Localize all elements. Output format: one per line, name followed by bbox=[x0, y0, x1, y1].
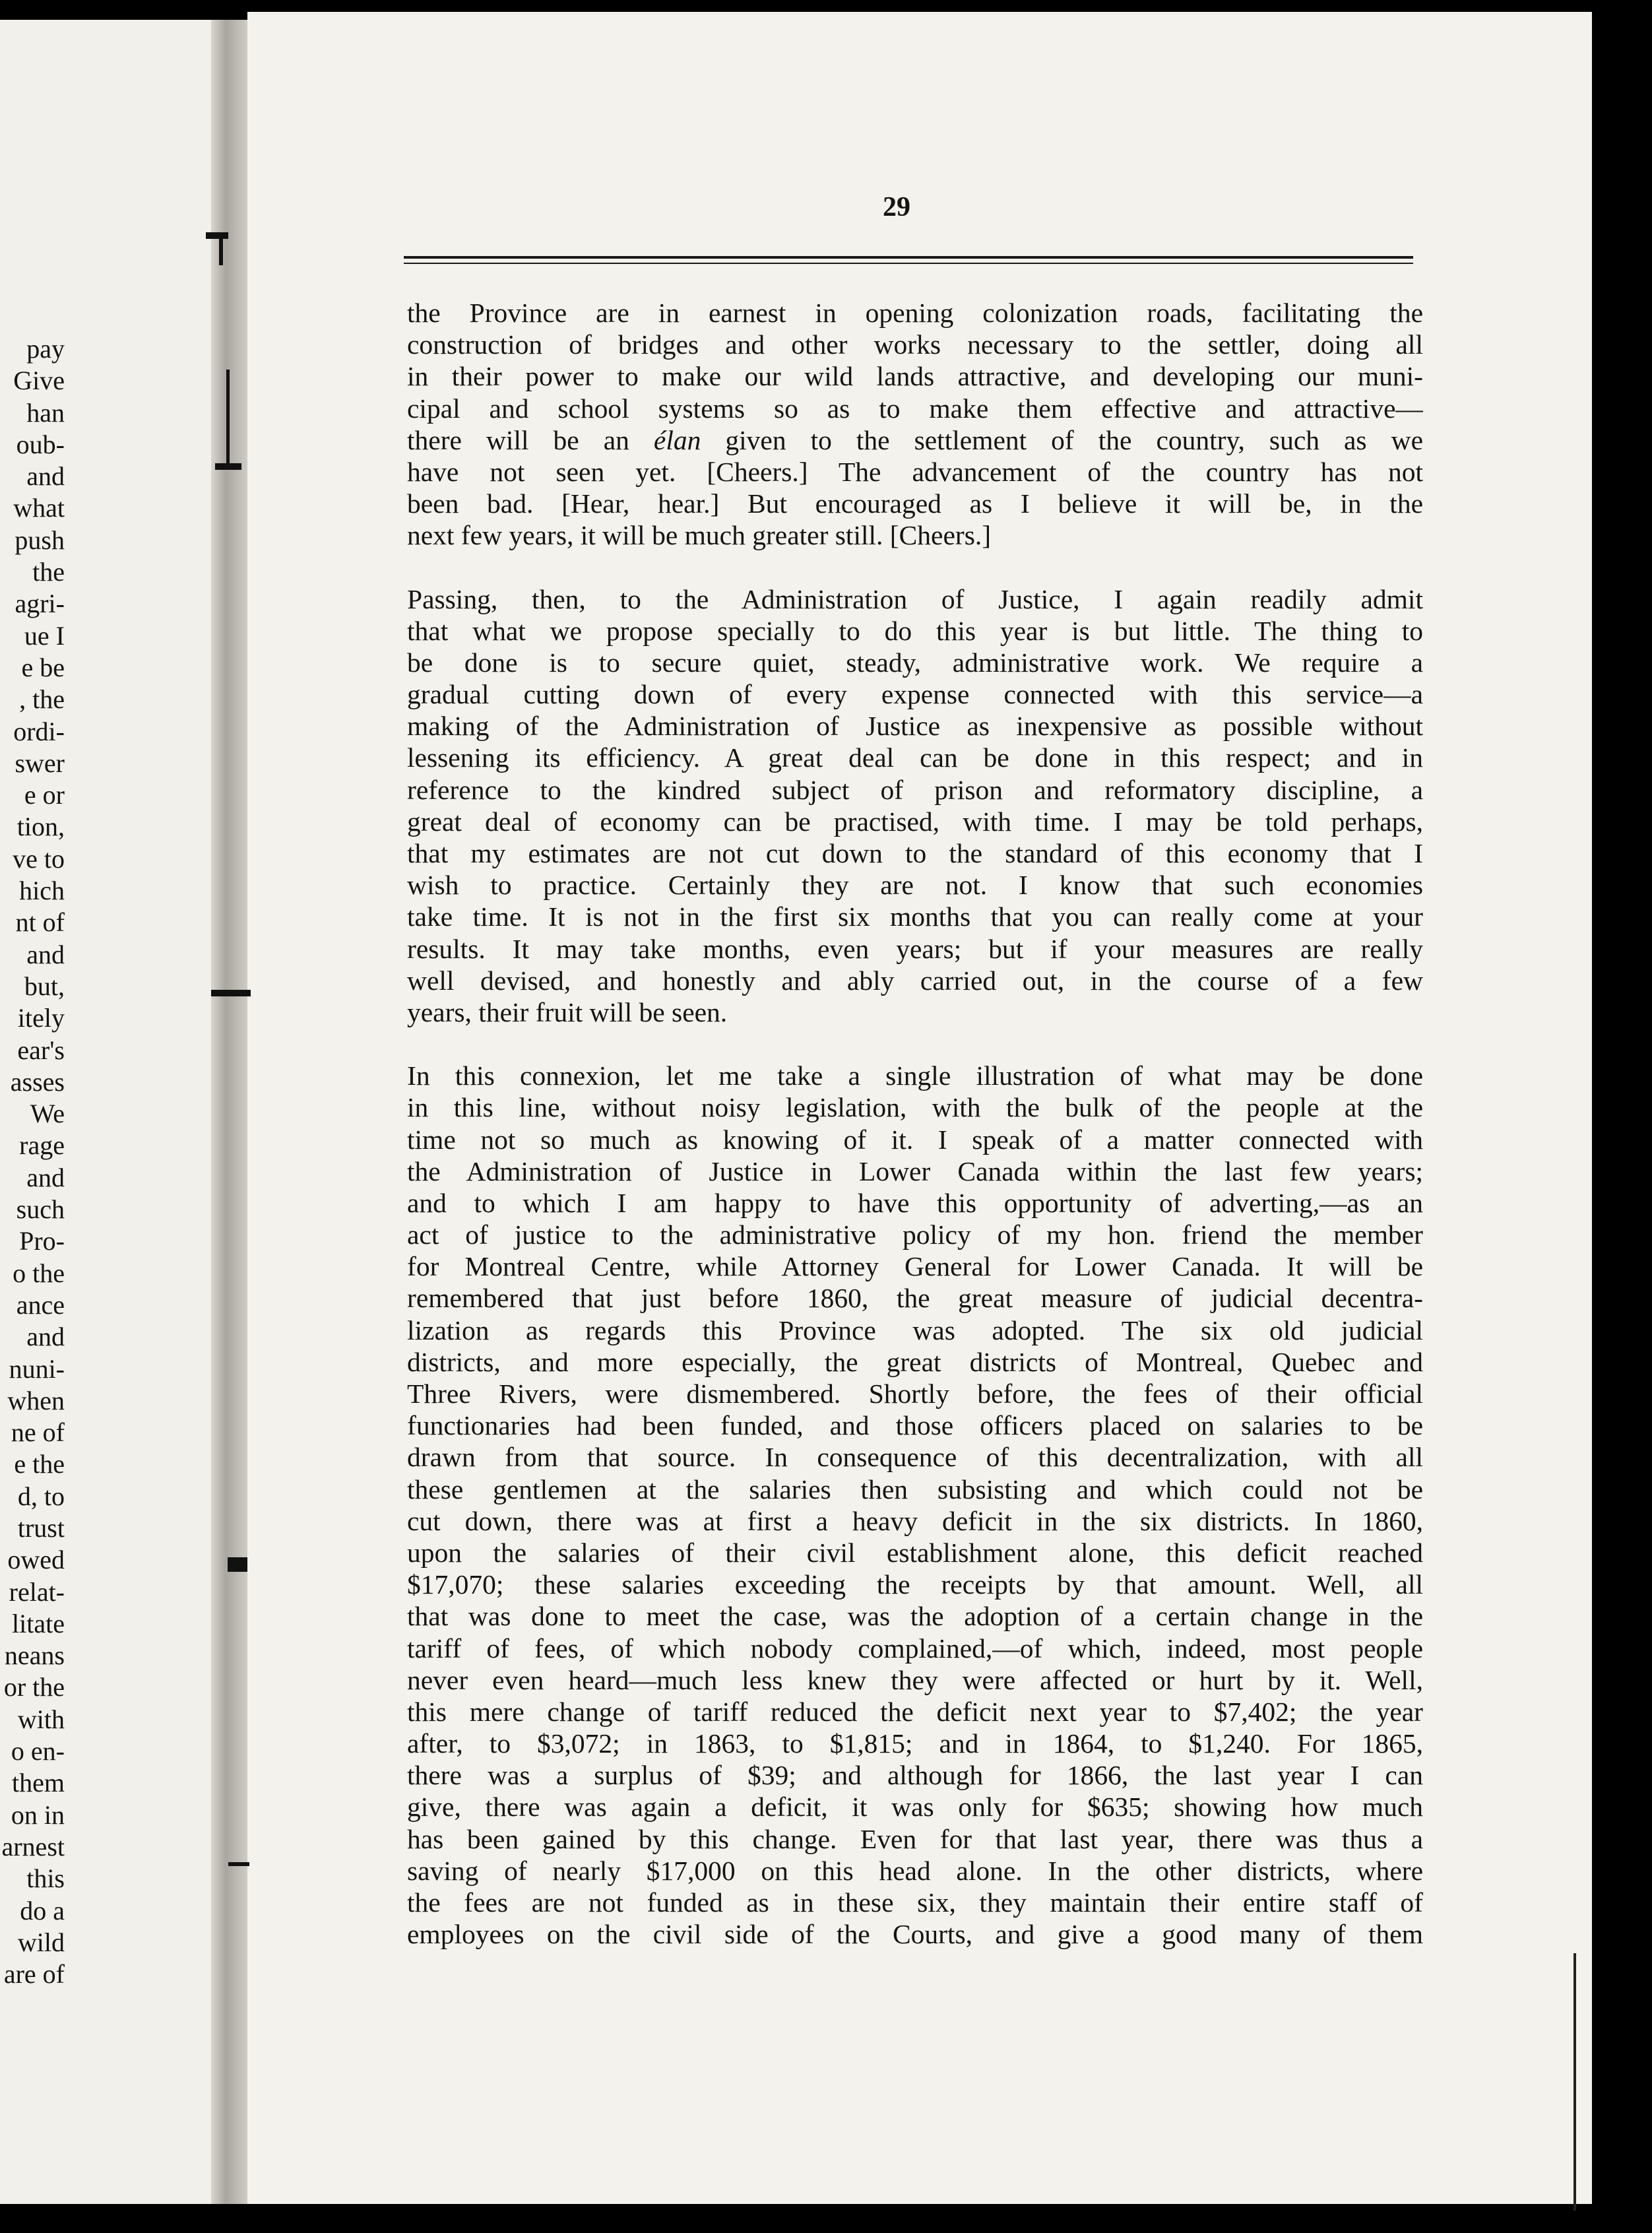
facing-page-fragment: on in bbox=[11, 1799, 65, 1830]
facing-page-fragment: and bbox=[26, 1162, 65, 1192]
facing-page-fragment: neans bbox=[4, 1640, 65, 1671]
facing-page-fragment: nuni- bbox=[9, 1353, 65, 1384]
facing-page-fragment: , the bbox=[19, 684, 65, 715]
text-line: cipal and school systems so as to make them effective and attractive— bbox=[407, 393, 1423, 424]
text-line: these gentlemen at the salaries then subsisting and which could not be bbox=[407, 1473, 1423, 1505]
text-line: in their power to make our wild lands attractive, and developing our muni- bbox=[407, 361, 1423, 392]
text-line: results. It may take months, even years; but if your measures are really bbox=[407, 933, 1423, 964]
facing-page-fragment: trust bbox=[17, 1512, 65, 1543]
facing-page-fragment: agri- bbox=[15, 589, 65, 619]
text-line: making of the Administration of Justice as inexpensive as possible without bbox=[407, 711, 1423, 742]
facing-page-fragment: the bbox=[32, 557, 65, 587]
facing-page-fragment: asses bbox=[10, 1066, 65, 1097]
text-line: has been gained by this change. Even for that last year, there was thus a bbox=[407, 1823, 1423, 1854]
facing-page-fragment: pay bbox=[26, 334, 65, 364]
text-line: gradual cutting down of every expense connected with this service—a bbox=[407, 679, 1423, 710]
facing-page-fragment: such bbox=[16, 1194, 65, 1225]
facing-page-fragment: Pro- bbox=[19, 1226, 65, 1256]
facing-page-fragment: litate bbox=[12, 1608, 65, 1638]
text-line: for Montreal Centre, while Attorney General for Lower Canada. It will be bbox=[407, 1251, 1423, 1282]
facing-page bbox=[0, 20, 211, 2204]
facing-page-fragment: owed bbox=[7, 1545, 65, 1575]
text-line: the Province are in earnest in opening colonization roads, facilitating the bbox=[407, 298, 1423, 328]
text-line: functionaries had been funded, and those officers placed on salaries to be bbox=[407, 1410, 1423, 1441]
text-line: next few years, it will be much greater still. [Cheers.] bbox=[407, 520, 992, 551]
facing-page-fragment: e be bbox=[21, 652, 65, 682]
margin-mark bbox=[215, 463, 241, 470]
facing-page-fragment: with bbox=[17, 1704, 65, 1734]
facing-page-fragment: and bbox=[26, 1322, 65, 1352]
facing-page-fragment: Give bbox=[13, 366, 65, 396]
margin-mark bbox=[228, 1862, 249, 1866]
facing-page-fragment: but, bbox=[24, 971, 65, 1001]
facing-page-fragment: ve to bbox=[13, 843, 65, 874]
facing-page-fragment: itely bbox=[17, 1003, 65, 1033]
text-line: be done is to secure quiet, steady, administrative work. We require a bbox=[407, 647, 1423, 678]
text-line: great deal of economy can be practised, with time. I may be told perhaps, bbox=[407, 806, 1423, 837]
text-line: well devised, and honestly and ably carried out, in the course of a few bbox=[407, 965, 1423, 996]
text-line: this mere change of tariff reduced the deficit next year to $7,402; the year bbox=[407, 1696, 1423, 1727]
facing-page-fragment: ear's bbox=[17, 1035, 65, 1065]
text-line: time not so much as knowing of it. I speak of a matter connected with bbox=[407, 1124, 1423, 1155]
body-text bbox=[407, 297, 1423, 1950]
text-line: employees on the civil side of the Courts, and give a good many of them bbox=[407, 1919, 1423, 1950]
facing-page-fragment: relat- bbox=[9, 1576, 65, 1607]
facing-page-fragment: oub- bbox=[16, 429, 65, 459]
text-line: give, there was again a deficit, it was only for $635; showing how much bbox=[407, 1792, 1423, 1823]
facing-page-fragment: tion, bbox=[16, 812, 65, 842]
facing-page-fragment: when bbox=[7, 1385, 65, 1415]
facing-page-fragment: hich bbox=[19, 876, 65, 906]
text-line: remembered that just before 1860, the great measure of judicial decentra- bbox=[407, 1283, 1423, 1314]
facing-page-fragment: han bbox=[26, 397, 65, 428]
facing-page-fragment: o en- bbox=[11, 1736, 65, 1766]
facing-page-fragment: ne of bbox=[11, 1417, 65, 1448]
text-line: the Administration of Justice in Lower Canada within the last few years; bbox=[407, 1155, 1423, 1186]
text-line: that my estimates are not cut down to the standard of this economy that I bbox=[407, 838, 1423, 868]
text-line: and to which I am happy to have this opportunity of adverting,—as an bbox=[407, 1187, 1423, 1218]
facing-page-fragment: wild bbox=[17, 1927, 65, 1957]
text-line: the fees are not funded as in these six, they maintain their entire staff of bbox=[407, 1887, 1423, 1918]
margin-mark bbox=[211, 990, 251, 996]
text-line: after, to $3,072; in 1863, to $1,815; and in 1864, to $1,240. For 1865, bbox=[407, 1728, 1423, 1759]
text-line: drawn from that source. In consequence of this decentralization, with all bbox=[407, 1442, 1423, 1473]
paragraph-gap bbox=[407, 1028, 1423, 1060]
text-line: In this connexion, let me take a single illustration of what may be done bbox=[407, 1060, 1423, 1091]
text-line: in this line, without noisy legislation, with the bulk of the people at the bbox=[407, 1092, 1423, 1123]
text-line: lization as regards this Province was adopted. The six old judicial bbox=[407, 1314, 1423, 1345]
facing-page-fragment: swer bbox=[15, 748, 65, 778]
header-rule-thin bbox=[404, 263, 1413, 264]
text-line: upon the salaries of their civil establishment alone, this deficit reached bbox=[407, 1537, 1423, 1568]
text-line: years, their fruit will be seen. bbox=[407, 996, 728, 1027]
text-line: that what we propose specially to do this year is but little. The thing to bbox=[407, 615, 1423, 646]
facing-page-fragments bbox=[0, 333, 65, 1990]
text-line: districts, and more especially, the great districts of Montreal, Quebec and bbox=[407, 1346, 1423, 1377]
text-line: that was done to meet the case, was the adoption of a certain change in the bbox=[407, 1601, 1423, 1632]
facing-page-fragment: or the bbox=[3, 1672, 65, 1702]
facing-page-fragment: ance bbox=[16, 1289, 65, 1320]
facing-page-fragment: push bbox=[15, 525, 65, 555]
facing-page-fragment: and bbox=[26, 461, 65, 492]
text-line: saving of nearly $17,000 on this head alone. In the other districts, where bbox=[407, 1855, 1423, 1886]
text-line: been bad. [Hear, hear.] But encouraged as I believe it will be, in the bbox=[407, 488, 1423, 519]
text-line: there will be an élan given to the settlement of the country, such as we bbox=[407, 424, 1423, 455]
facing-page-fragment: ordi- bbox=[13, 716, 65, 746]
text-line: reference to the kindred subject of prison and reformatory discipline, a bbox=[407, 774, 1423, 805]
text-line: lessening its efficiency. A great deal can be done in this respect; and in bbox=[407, 742, 1423, 773]
text-line: $17,070; these salaries exceeding the receipts by that amount. Well, all bbox=[407, 1569, 1423, 1600]
text-line: there was a surplus of $39; and although for 1866, the last year I can bbox=[407, 1760, 1423, 1791]
facing-page-fragment: We bbox=[30, 1099, 65, 1129]
header-rule bbox=[404, 256, 1413, 259]
facing-page-fragment: do a bbox=[20, 1895, 65, 1926]
text-line: construction of bridges and other works necessary to the settler, doing all bbox=[407, 329, 1423, 360]
facing-page-fragment: rage bbox=[19, 1130, 65, 1161]
facing-page-fragment: what bbox=[13, 493, 65, 523]
margin-mark bbox=[219, 239, 223, 265]
facing-page-fragment: nt of bbox=[15, 907, 65, 938]
text-line: take time. It is not in the first six months that you can really come at your bbox=[407, 901, 1423, 932]
margin-mark bbox=[206, 232, 228, 239]
page-number: 29 bbox=[883, 192, 910, 222]
facing-page-fragment: d, to bbox=[17, 1481, 65, 1511]
facing-page-fragment: this bbox=[26, 1863, 65, 1894]
text-line: Passing, then, to the Administration of Justice, I again readily admit bbox=[407, 583, 1423, 614]
facing-page-fragment: e or bbox=[24, 780, 65, 810]
text-line: Three Rivers, were dismembered. Shortly before, the fees of their official bbox=[407, 1378, 1423, 1409]
text-line: wish to practice. Certainly they are not. I know that such economies bbox=[407, 870, 1423, 901]
facing-page-fragment: them bbox=[12, 1768, 65, 1798]
text-line: act of justice to the administrative policy of my hon. friend the member bbox=[407, 1219, 1423, 1250]
paragraph-gap bbox=[407, 552, 1423, 583]
text-line: never even heard—much less knew they were affected or hurt by it. Well, bbox=[407, 1664, 1423, 1695]
page-edge-line bbox=[1573, 1953, 1576, 2211]
margin-mark bbox=[228, 1557, 247, 1572]
facing-page-fragment: e the bbox=[14, 1449, 65, 1479]
text-line: cut down, there was at first a heavy deficit in the six districts. In 1860, bbox=[407, 1505, 1423, 1536]
facing-page-fragment: are of bbox=[3, 1959, 65, 1990]
facing-page-fragment: o the bbox=[13, 1258, 65, 1288]
facing-page-fragment: ue I bbox=[24, 620, 65, 651]
text-line: tariff of fees, of which nobody complained,—of which, indeed, most people bbox=[407, 1633, 1423, 1664]
facing-page-fragment: and bbox=[26, 939, 65, 969]
book-gutter bbox=[211, 20, 247, 2204]
text-line: have not seen yet. [Cheers.] The advancement of the country has not bbox=[407, 456, 1423, 487]
margin-mark bbox=[226, 370, 230, 469]
facing-page-fragment: arnest bbox=[1, 1831, 65, 1861]
